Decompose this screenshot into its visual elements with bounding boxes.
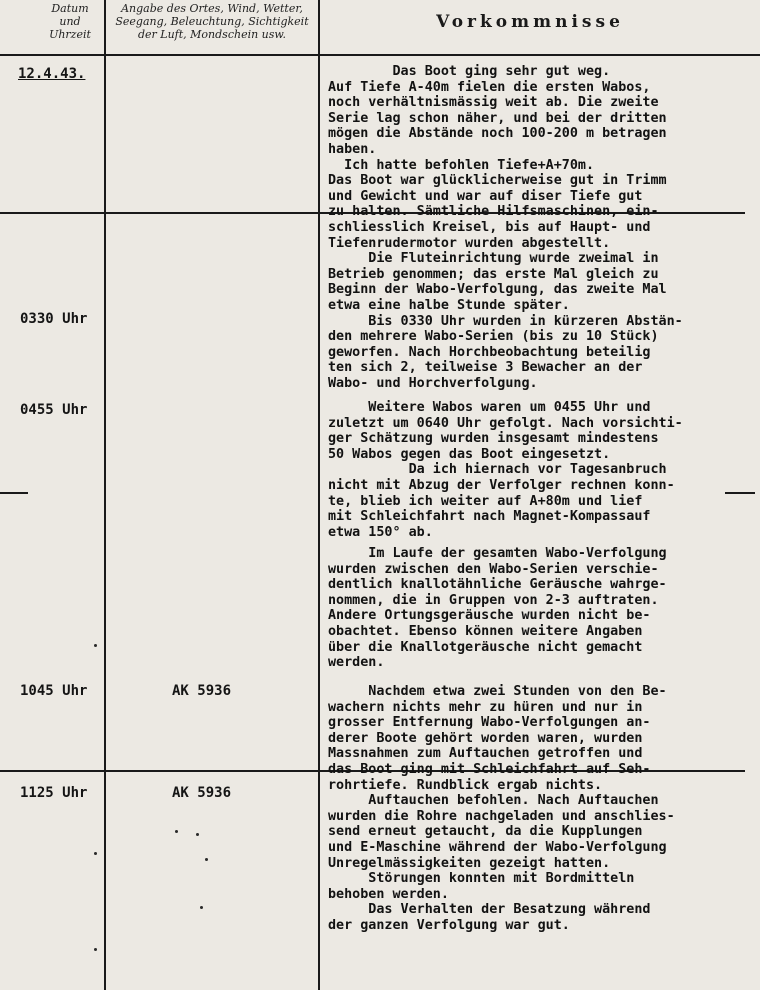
text-line: geworfen. Nach Horchbeobachtung beteilig (328, 344, 651, 360)
entry-date: 12.4.43. (18, 66, 86, 82)
text-line: Serie lag schon näher, und bei der dritten (328, 110, 667, 126)
text-line: obachtet. Ebenso können weitere Angaben (328, 623, 643, 639)
text-line: Tiefenrudermotor wurden abgestellt. (328, 235, 611, 251)
text-line: haben. (328, 141, 377, 157)
entry-date: 1125 Uhr (20, 785, 88, 801)
text-line: nommen, die in Gruppen von 2-3 auftraten. (328, 592, 659, 608)
text-line: Bis 0330 Uhr wurden in kürzeren Abstän- (328, 313, 683, 329)
text-line: rohrtiefe. Rundblick ergab nichts. (328, 777, 603, 793)
text-line: mögen die Abstände noch 100-200 m betragen (328, 126, 667, 142)
header-date-column: Datum und Uhrzeit (49, 2, 91, 41)
text-line: Andere Ortungsgeräusche wurden nicht be- (328, 608, 651, 624)
entry-date: 0455 Uhr (20, 402, 88, 418)
text-line: etwa 150° ab. (328, 524, 433, 540)
text-line: Ich hatte befohlen Tiefe+A+70m. (328, 157, 595, 173)
text-line: Auf Tiefe A-40m fielen die ersten Wabos, (328, 79, 651, 95)
text-line: zuletzt um 0640 Uhr gefolgt. Nach vorsichti- (328, 415, 683, 431)
scan-mark (0, 492, 28, 494)
text-line: Da ich hiernach vor Tagesanbruch (328, 462, 667, 478)
text-line: te, blieb ich weiter auf A+80m und lief (328, 493, 643, 509)
text-line: Auftauchen befohlen. Nach Auftauchen (328, 793, 659, 809)
scan-speck (94, 852, 97, 855)
text-line: Wabo- und Horchverfolgung. (328, 375, 538, 391)
text-line: ger Schätzung wurden insgesamt mindestens (328, 431, 659, 447)
column-divider-1 (104, 0, 106, 990)
events-text-block (328, 64, 748, 391)
scan-speck (205, 858, 208, 861)
text-line: Betrieb genommen; das erste Mal gleich zu (328, 266, 659, 282)
scan-speck (200, 906, 203, 909)
text-line: zu halten. Sämtliche Hilfsmaschinen, ein- (328, 204, 659, 220)
text-line: Das Verhalten der Besatzung während (328, 902, 651, 918)
entry-location: AK 5936 (172, 683, 232, 699)
text-line: send erneut getaucht, da die Kupplungen (328, 824, 643, 840)
text-line: der ganzen Verfolgung war gut. (328, 917, 570, 933)
scan-speck (94, 948, 97, 951)
text-line: über die Knallotgeräusche nicht gemacht (328, 639, 643, 655)
scan-mark (725, 492, 755, 494)
header-divider (0, 54, 760, 56)
text-line: Nachdem etwa zwei Stunden von den Be- (328, 684, 667, 699)
text-line: Das Boot war glücklicherweise gut in Trimm (328, 173, 667, 189)
text-line: Das Boot ging sehr gut weg. (328, 64, 611, 79)
text-line: wurden die Rohre nachgeladen und anschlies- (328, 808, 675, 824)
events-text-block (328, 684, 748, 934)
text-line: ten sich 2, teilweise 3 Bewacher an der (328, 360, 643, 376)
text-line: nicht mit Abzug der Verfolger rechnen konn- (328, 477, 675, 493)
entry-date: 0330 Uhr (20, 311, 88, 327)
events-text-block (328, 400, 748, 540)
column-divider-2 (318, 0, 320, 990)
header-events-column: Vorkommnisse (436, 12, 624, 32)
header-place-column: Angabe des Ortes, Wind, Wetter, Seegang, Beleuchtung, Sichtigkeit der Luft, Mondschein usw. (115, 2, 309, 41)
text-line: grosser Entfernung Wabo-Verfolgungen an- (328, 715, 651, 731)
text-line: etwa eine halbe Stunde später. (328, 297, 570, 313)
text-line: Unregelmässigkeiten gezeigt hatten. (328, 855, 611, 871)
text-line: werden. (328, 655, 385, 671)
text-line: und Gewicht und war auf diser Tiefe gut (328, 188, 643, 204)
scan-speck (196, 833, 199, 836)
text-line: den mehrere Wabo-Serien (bis zu 10 Stück) (328, 329, 659, 345)
entry-date: 1045 Uhr (20, 683, 88, 699)
text-line: Beginn der Wabo-Verfolgung, das zweite Mal (328, 282, 667, 298)
text-line: derer Boote gehört worden waren, wurden (328, 730, 643, 746)
text-line: noch verhältnismässig weit ab. Die zweite (328, 95, 659, 111)
text-line: wurden zwischen den Wabo-Serien verschie- (328, 561, 659, 577)
scan-speck (175, 830, 178, 833)
text-line: Weitere Wabos waren um 0455 Uhr und (328, 400, 651, 415)
text-line: 50 Wabos gegen das Boot eingesetzt. (328, 446, 611, 462)
text-line: Massnahmen zum Auftauchen getroffen und (328, 746, 643, 762)
text-line: mit Schleichfahrt nach Magnet-Kompassauf (328, 509, 651, 525)
text-line: schliesslich Kreisel, bis auf Haupt- und (328, 219, 651, 235)
text-line: wachern nichts mehr zu hüren und nur in (328, 699, 643, 715)
entry-location: AK 5936 (172, 785, 232, 801)
text-line: behoben werden. (328, 886, 449, 902)
text-line: Im Laufe der gesamten Wabo-Verfolgung (328, 546, 667, 561)
text-line: Störungen konnten mit Bordmitteln (328, 871, 635, 887)
text-line: das Boot ging mit Schleichfahrt auf Seh- (328, 761, 651, 777)
text-line: und E-Maschine während der Wabo-Verfolgung (328, 839, 667, 855)
text-line: dentlich knallotähnliche Geräusche wahrge- (328, 577, 667, 593)
scan-speck (94, 644, 97, 647)
text-line: Die Fluteinrichtung wurde zweimal in (328, 251, 659, 267)
events-text-block (328, 546, 748, 671)
